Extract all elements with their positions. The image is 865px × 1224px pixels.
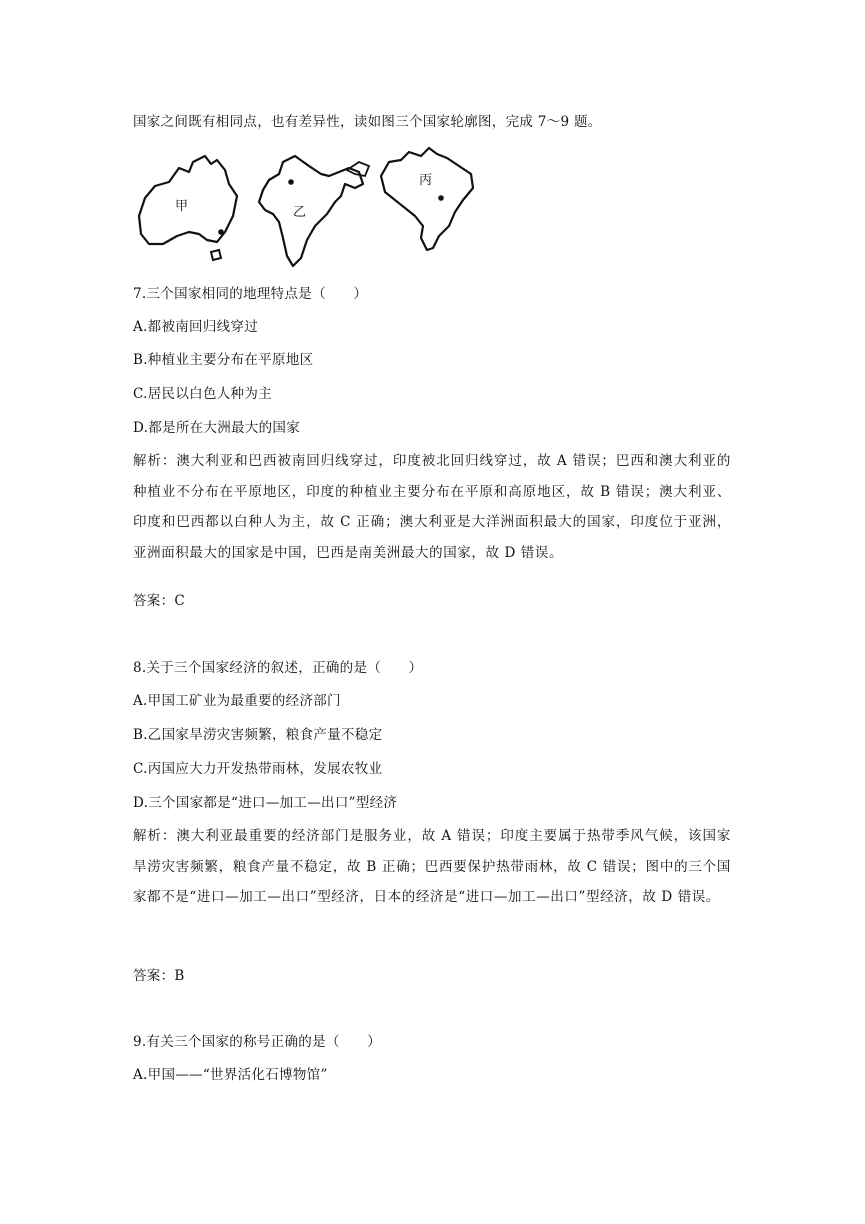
map-label-jia: 甲 bbox=[175, 199, 189, 214]
q8-option-b: B.乙国家旱涝灾害频繁，粮食产量不稳定 bbox=[133, 727, 383, 743]
q8-stem: 8.关于三个国家经济的叙述，正确的是（ ） bbox=[133, 660, 423, 676]
q7-option-b: B.种植业主要分布在平原地区 bbox=[133, 352, 314, 368]
q7-stem: 7.三个国家相同的地理特点是（ ） bbox=[133, 286, 368, 302]
q7-analysis: 解析：澳大利亚和巴西被南回归线穿过，印度被北回归线穿过，故 A 错误；巴西和澳大利亚的种植业不分布在平原地区，印度的种植业主要分布在平原和高原地区，故 B 错误；澳大利亚、印度和巴西都以白种人为主，故 C 正确；澳大利亚是大洋洲面积最大的国家，印度位于亚洲，亚洲面积最大的国家是中国，巴西是南美洲最大的国家，故 D 错误。 bbox=[133, 453, 731, 561]
q7-answer: 答案：C bbox=[133, 593, 186, 609]
q8-option-c: C.丙国应大力开发热带雨林，发展农牧业 bbox=[133, 761, 383, 777]
map-label-bing: 丙 bbox=[419, 173, 433, 188]
brazil-outline bbox=[381, 148, 473, 250]
country-outline-map bbox=[133, 140, 478, 272]
q7-option-d: D.都是所在大洲最大的国家 bbox=[133, 420, 301, 436]
india-outline bbox=[259, 156, 363, 266]
q8-option-d: D.三个国家都是“进口—加工—出口”型经济 bbox=[133, 795, 398, 811]
tasmania-outline bbox=[211, 250, 221, 260]
intro-text: 国家之间既有相同点，也有差异性，读如图三个国家轮廓图，完成 7～9 题。 bbox=[133, 114, 602, 130]
q8-analysis: 解析：澳大利亚最重要的经济部门是服务业，故 A 错误；印度主要属于热带季风气候，该国家旱涝灾害频繁，粮食产量不稳定，故 B 正确；巴西要保护热带雨林，故 C 错误；图中的三个国家都不是“进口—加工—出口”型经济，日本的经济是“进口—加工—出口”型经济，故 D 错误。 bbox=[133, 828, 731, 905]
map-label-yi: 乙 bbox=[293, 205, 307, 220]
brazil-capital-dot bbox=[438, 195, 444, 201]
q7-option-a: A.都被南回归线穿过 bbox=[133, 319, 259, 335]
q9-stem: 9.有关三个国家的称号正确的是（ ） bbox=[133, 1034, 382, 1050]
australia-capital-dot bbox=[218, 229, 224, 235]
country-outlines-figure bbox=[133, 140, 478, 272]
india-capital-dot bbox=[288, 179, 294, 185]
q9-option-a: A.甲国——“世界活化石博物馆” bbox=[133, 1067, 328, 1083]
q7-option-c: C.居民以白色人种为主 bbox=[133, 386, 272, 402]
q8-answer: 答案：B bbox=[133, 968, 185, 984]
q8-option-a: A.甲国工矿业为最重要的经济部门 bbox=[133, 693, 341, 709]
